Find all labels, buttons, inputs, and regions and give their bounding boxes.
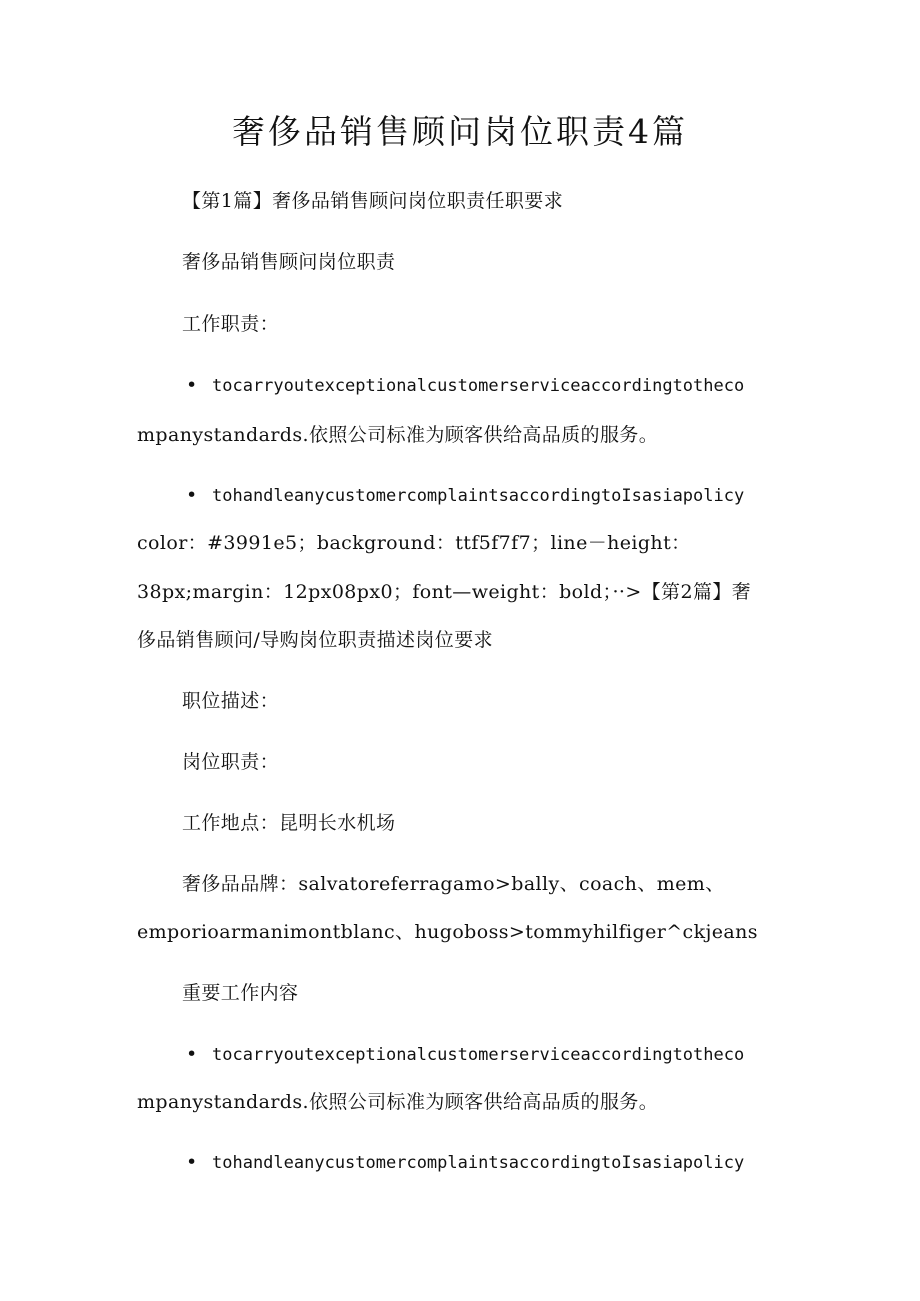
bullet-item-4 <box>186 1149 744 1176</box>
section-heading-2: 侈品销售顾问/导购岗位职责描述岗位要求 <box>137 629 494 651</box>
bullet-text: tohandleanycustomercomplaintsaccordingtoIsasiapolicy <box>212 1153 745 1173</box>
subheading-duties: 奢侈品销售顾问岗位职责 <box>182 251 396 273</box>
subheading-main-work: 重要工作内容 <box>182 982 299 1004</box>
bullet-icon: • <box>186 484 198 506</box>
paragraph-text: emporioarmanimontblanc、hugoboss>tommyhilfiger^ckjeans <box>137 921 758 943</box>
section-heading-1: 【第1篇】奢侈品销售顾问岗位职责任职要求 <box>182 190 564 212</box>
label-job-description: 职位描述： <box>182 690 280 712</box>
bullet-icon: • <box>186 374 198 396</box>
brand-list-line-1 <box>182 871 725 897</box>
label-work-duties: 工作职责： <box>182 313 280 335</box>
paragraph-text: mpanystandards.依照公司标准为顾客供给高品质的服务。 <box>137 424 659 446</box>
style-text-line-1 <box>137 530 691 556</box>
bullet-text: tocarryoutexceptionalcustomerserviceaccordingtotheco <box>212 376 745 396</box>
bullet-item-1 <box>186 372 744 399</box>
paragraph-continuation <box>137 422 658 448</box>
bullet-icon: • <box>186 1151 198 1173</box>
style-text-line-2 <box>137 579 751 605</box>
bullet-text: tohandleanycustomercomplaintsaccordingtoIsasiapolicy <box>212 486 745 506</box>
work-location: 工作地点：昆明长水机场 <box>182 812 396 834</box>
paragraph-continuation <box>137 1089 658 1115</box>
paragraph-text: mpanystandards.依照公司标准为顾客供给高品质的服务。 <box>137 1091 659 1113</box>
bullet-item-3 <box>186 1041 744 1068</box>
brand-list-line-2 <box>137 919 758 945</box>
document-title: 奢侈品销售顾问岗位职责4篇 <box>232 112 688 151</box>
paragraph-text: color：#3991e5；background：ttf5f7f7；line－height： <box>137 532 691 554</box>
bullet-icon: • <box>186 1043 198 1065</box>
paragraph-text: 奢侈品品牌：salvatoreferragamo>bally、coach、mem、 <box>182 873 725 895</box>
bullet-text: tocarryoutexceptionalcustomerserviceaccordingtotheco <box>212 1045 745 1065</box>
label-post-duties: 岗位职责： <box>182 751 280 773</box>
paragraph-text: 38px;margin：12px08px0；font—weight：bold；··>【第2篇】奢 <box>137 581 752 603</box>
bullet-item-2 <box>186 482 744 509</box>
